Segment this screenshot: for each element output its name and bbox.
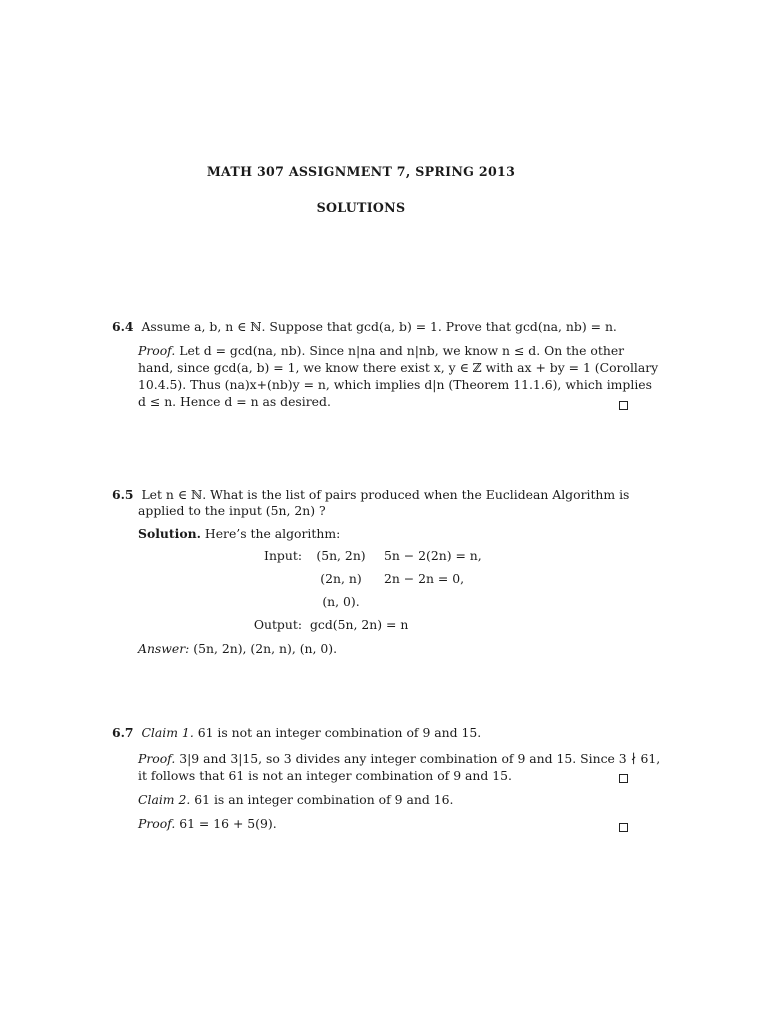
proof-claim-1-line-1 (138, 750, 660, 767)
proof-text: 3|9 and 3|15, so 3 divides any integer combination of 9 and 15. Since 3 ∤ 61, (179, 751, 661, 766)
problem-text: Assume a, b, n ∈ ℕ. Suppose that gcd(a, b) = 1. Prove that gcd(na, nb) = n. (141, 319, 617, 334)
output-label: Output: (253, 617, 302, 632)
problem-6-7-claim-1 (112, 724, 481, 741)
pair-value: (2n, n) (320, 571, 362, 586)
proof-6-4-line-4: d ≤ n. Hence d = n as desired. (138, 394, 331, 409)
pair-value: (5n, 2n) (316, 548, 366, 563)
problem-6-5-statement-line-2: applied to the input (5n, 2n) ? (138, 503, 326, 518)
proof-6-4-line-1 (138, 342, 624, 359)
claim-label: Claim 2. (138, 792, 191, 807)
algorithm-row (240, 547, 482, 570)
page-subtitle: SOLUTIONS (316, 200, 406, 215)
proof-label: Proof. (138, 751, 176, 766)
pair-value: (n, 0). (322, 594, 360, 609)
problem-6-7-claim-2 (138, 791, 453, 808)
algorithm-row (240, 593, 482, 616)
proof-claim-1-line-2: it follows that 61 is not an integer combination of 9 and 15. (138, 768, 512, 783)
answer-label: Answer: (138, 641, 190, 656)
euclid-algorithm-table (240, 547, 482, 639)
claim-label: Claim 1. (141, 725, 194, 740)
proof-text: 61 = 16 + 5(9). (179, 816, 277, 831)
proof-text: Let d = gcd(na, nb). Since n|na and n|nb, we know n ≤ d. On the other (179, 343, 625, 358)
input-label: Input: (264, 548, 302, 563)
problem-6-5-statement-line-1 (112, 486, 629, 503)
qed-icon (619, 819, 628, 836)
step-value (372, 593, 482, 616)
solution-intro (138, 525, 340, 542)
proof-label: Proof. (138, 816, 176, 831)
proof-6-4-line-2: hand, since gcd(a, b) = 1, we know there exist x, y ∈ ℤ with ax + by = 1 (Corollary (138, 360, 659, 375)
solution-text: Here’s the algorithm: (204, 526, 341, 541)
proof-label: Proof. (138, 343, 176, 358)
answer-value: (5n, 2n), (2n, n), (n, 0). (193, 641, 338, 656)
page-title: MATH 307 ASSIGNMENT 7, SPRING 2013 (206, 164, 516, 179)
problem-6-4-statement (112, 318, 617, 335)
algorithm-output-row (240, 616, 482, 639)
answer-line (138, 640, 337, 657)
algorithm-row (240, 570, 482, 593)
problem-text: Let n ∈ ℕ. What is the list of pairs produced when the Euclidean Algorithm is (141, 487, 630, 502)
output-value: gcd(5n, 2n) = n (310, 617, 409, 632)
problem-number: 6.5 (112, 487, 134, 502)
solution-label: Solution. (138, 526, 201, 541)
problem-number: 6.7 (112, 725, 134, 740)
step-value: 2n − 2n = 0, (384, 571, 465, 586)
qed-icon (619, 397, 628, 414)
step-value: 5n − 2(2n) = n, (384, 548, 482, 563)
claim-text: 61 is not an integer combination of 9 and 15. (197, 725, 482, 740)
claim-text: 61 is an integer combination of 9 and 16. (194, 792, 454, 807)
qed-icon (619, 770, 628, 787)
problem-number: 6.4 (112, 319, 134, 334)
proof-6-4-line-3: 10.4.5). Thus (na)x+(nb)y = n, which implies d|n (Theorem 11.1.6), which implies (138, 377, 652, 392)
proof-claim-2 (138, 815, 277, 832)
